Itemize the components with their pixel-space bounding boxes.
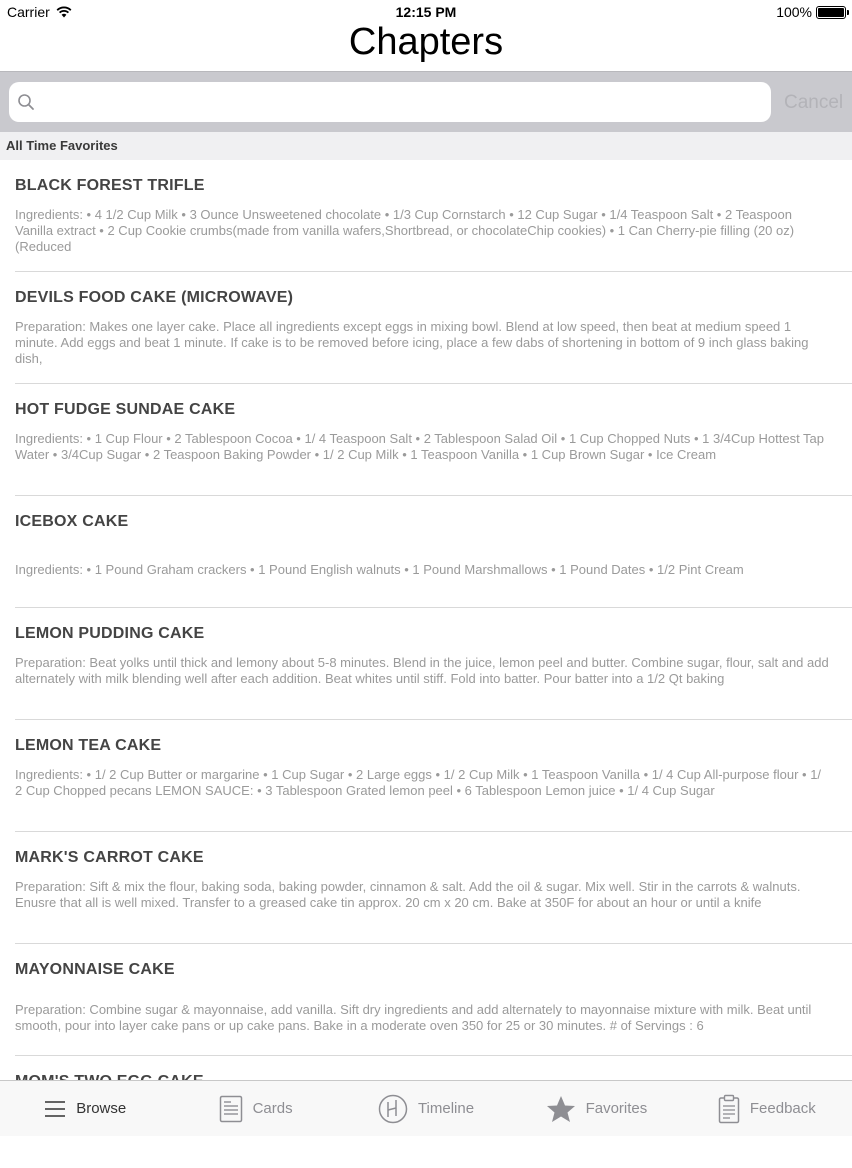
list-item[interactable] xyxy=(0,160,852,272)
list-item[interactable] xyxy=(0,720,852,832)
item-description: Preparation: Sift & mix the flour, baking soda, baking powder, cinnamon & salt. Add the oil & sugar. Mix well. Stir in the carrots & walnuts. Enusre that all is well mixed. Transfer to a greased cake tin approx. 20 cm x 20 cm. Bake at 350F for about an hour or until a knife xyxy=(15,879,801,910)
item-description: Ingredients: • 1/ 2 Cup Butter or margarine • 1 Cup Sugar • 2 Large eggs • 1/ 2 Cup Milk • 1 Teaspoon Vanilla • 1/ 4 Cup All-purpose flour • 1/ 2 Cup Chopped pecans LEMON SAUCE: • 3 Tablespoon Grated lemon peel • 6 Tablespoon Lemon juice • 1/ 4 Cup Sugar xyxy=(15,767,822,798)
tab-label: Favorites xyxy=(585,1100,648,1117)
tab-label: Browse xyxy=(76,1100,127,1117)
battery-icon xyxy=(816,6,846,19)
list-item[interactable] xyxy=(0,944,852,1056)
cancel-button[interactable]: Cancel xyxy=(784,92,844,113)
tab-timeline[interactable] xyxy=(341,1081,511,1136)
search-input[interactable] xyxy=(43,84,771,120)
list-item[interactable] xyxy=(0,272,852,384)
section-header: All Time Favorites xyxy=(0,132,852,160)
navigation-bar xyxy=(0,21,852,71)
tab-cards[interactable] xyxy=(170,1081,340,1136)
tab-label: Feedback xyxy=(749,1100,816,1117)
search-icon xyxy=(17,93,35,111)
tab-bar xyxy=(0,1080,852,1136)
timeline-icon xyxy=(378,1094,408,1124)
list-item[interactable] xyxy=(0,608,852,720)
cards-icon xyxy=(219,1095,243,1123)
item-title: BLACK FOREST TRIFLE xyxy=(15,177,205,194)
status-time: 12:15 PM xyxy=(395,4,457,20)
page-title: Chapters xyxy=(348,21,504,63)
tab-favorites[interactable] xyxy=(511,1081,681,1136)
item-title: DEVILS FOOD CAKE (MICROWAVE) xyxy=(15,289,294,306)
search-bar xyxy=(0,72,852,132)
clipboard-icon xyxy=(718,1094,740,1124)
tab-feedback[interactable] xyxy=(682,1081,852,1136)
item-title: LEMON PUDDING CAKE xyxy=(15,625,205,642)
item-description: Preparation: Combine sugar & mayonnaise, add vanilla. Sift dry ingredients and add alternately to mayonnaise mixture with milk. Beat until smooth, pour into layer cake pans or up cake pans. Bake in a moderate oven 350 for 25 or 30 minutes. # of Servings : 6 xyxy=(15,1002,812,1033)
item-description: Ingredients: • 1 Cup Flour • 2 Tablespoon Cocoa • 1/ 4 Teaspoon Salt • 2 Tablespoon Salad Oil • 1 Cup Chopped Nuts • 1 3/4Cup Hottest Tap Water • 3/4Cup Sugar • 2 Teaspoon Baking Powder • 1/ 2 Cup Milk • 1 Teaspoon Vanilla • 1 Cup Brown Sugar • Ice Cream xyxy=(15,431,825,462)
item-description: Preparation: Beat yolks until thick and lemony about 5-8 minutes. Blend in the juice, lemon peel and butter. Combine sugar, flour, salt and add alternately with milk blending well after each addition. Beat whites until stiff. Fold into batter. Pour batter into a 1/2 Qt baking xyxy=(15,655,829,686)
list-item[interactable] xyxy=(0,496,852,608)
tab-label: Cards xyxy=(252,1100,293,1117)
star-icon xyxy=(546,1095,576,1123)
search-field[interactable] xyxy=(9,82,771,122)
tab-browse[interactable] xyxy=(0,1081,170,1136)
item-title: HOT FUDGE SUNDAE CAKE xyxy=(15,401,236,418)
tab-label: Timeline xyxy=(417,1100,475,1117)
item-description: Preparation: Makes one layer cake. Place all ingredients except eggs in mixing bowl. Blend at low speed, then beat at medium speed 1 minute. Add eggs and beat 1 minute. If cake is to be removed before icing, place a few dabs of shortening in bottom of 9 inch glass baking dish, xyxy=(15,319,809,366)
item-title: MARK'S CARROT CAKE xyxy=(15,849,204,866)
item-title: ICEBOX CAKE xyxy=(15,513,129,530)
list-item[interactable] xyxy=(0,832,852,944)
item-title: MAYONNAISE CAKE xyxy=(15,961,175,978)
recipe-list[interactable] xyxy=(0,160,852,1080)
list-item[interactable] xyxy=(0,384,852,496)
item-title: LEMON TEA CAKE xyxy=(15,737,162,754)
carrier-label: Carrier xyxy=(7,4,50,20)
item-description: Ingredients: • 1 Pound Graham crackers • 1 Pound English walnuts • 1 Pound Marshmallows • 1 Pound Dates • 1/2 Pint Cream xyxy=(15,562,744,577)
item-description: Ingredients: • 4 1/2 Cup Milk • 3 Ounce Unsweetened chocolate • 1/3 Cup Cornstarch • 12 Cup Sugar • 1/4 Teaspoon Salt • 2 Teaspoon Vanilla extract • 2 Cup Cookie crumbs(made from vanilla wafers,Shortbread, or chocolateChip cookies) • 1 Can Cherry-pie filling (20 oz)(Reduced xyxy=(15,207,795,254)
battery-percent: 100% xyxy=(776,4,812,20)
list-icon xyxy=(44,1100,66,1118)
